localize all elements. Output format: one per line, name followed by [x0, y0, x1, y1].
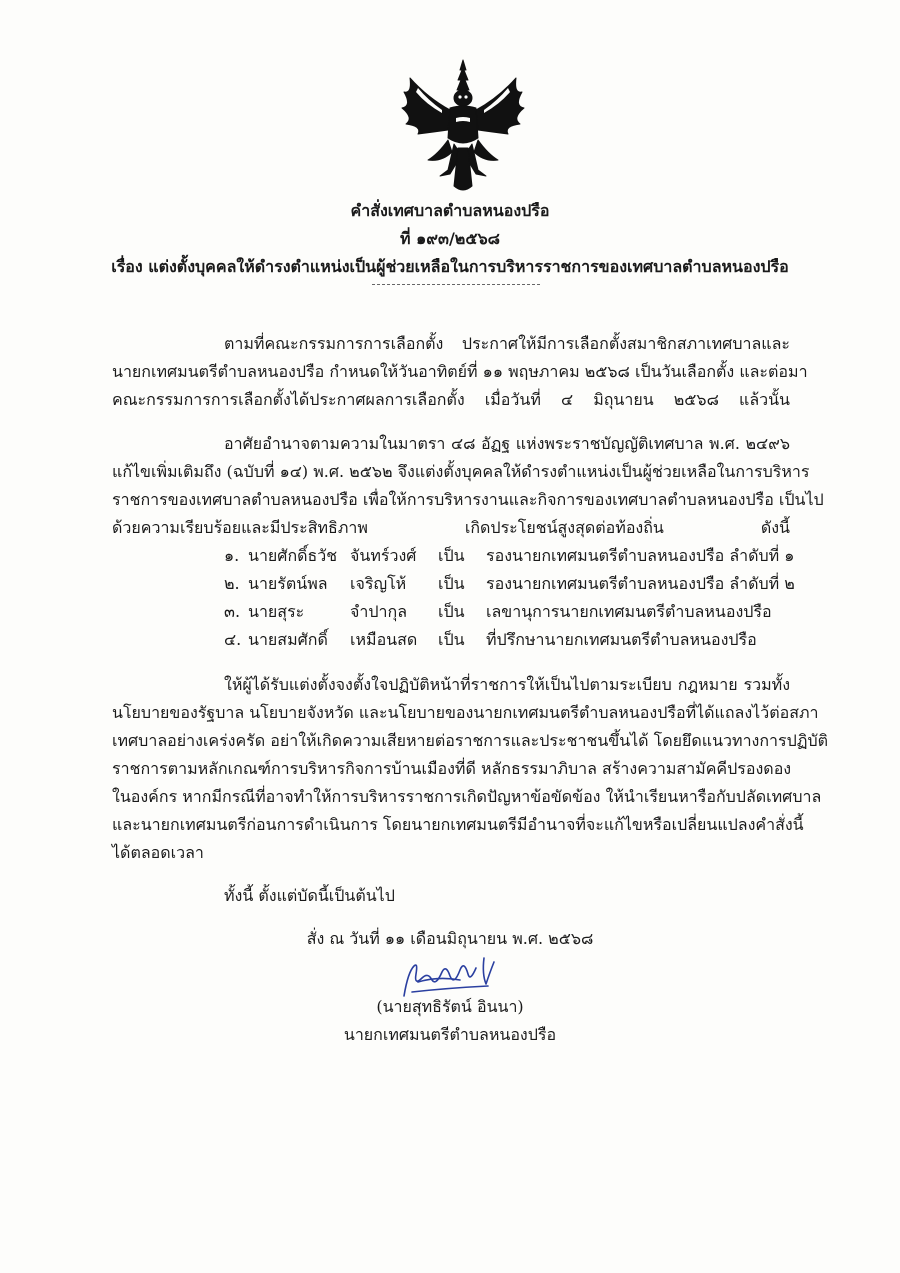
- appointee-last-name: จำปากุล: [350, 602, 407, 621]
- handwritten-signature-icon: [398, 952, 502, 1000]
- appointment-as: เป็น: [438, 546, 465, 565]
- appointment-as: เป็น: [438, 602, 465, 621]
- appointment-position: รองนายกเทศมนตรีตำบลหนองปรือ ลำดับที่ ๑: [486, 546, 795, 565]
- appointment-position: เลขานุการนายกเทศมนตรีตำบลหนองปรือ: [486, 602, 772, 621]
- paragraph-3-line: และนายกเทศมนตรีก่อนการดำเนินการ โดยนายกเทศมนตรีมีอำนาจที่จะแก้ไขหรือเปลี่ยนแปลงคำสั่งนี้: [112, 815, 804, 834]
- paragraph-1-line: นายกเทศมนตรีตำบลหนองปรือ กำหนดให้วันอาทิตย์ที่ ๑๑ พฤษภาคม ๒๕๖๘ เป็นวันเลือกตั้ง และต่อมา: [112, 362, 808, 381]
- paragraph-3-line: ราชการตามหลักเกณฑ์การบริหารกิจการบ้านเมืองที่ดี หลักธรรมาภิบาล สร้างความสามัคคีปรองดอง: [112, 759, 792, 778]
- appointment-position: ที่ปรึกษานายกเทศมนตรีตำบลหนองปรือ: [486, 630, 757, 649]
- paragraph-2-line: อาศัยอำนาจตามความในมาตรา ๔๘ อัฏฐ แห่งพระราชบัญญัติเทศบาล พ.ศ. ๒๔๙๖: [224, 434, 790, 453]
- appointee-last-name: จันทร์วงศ์: [350, 546, 417, 565]
- order-subject: เรื่อง แต่งตั้งบุคคลให้ดำรงตำแหน่งเป็นผู้ช่วยเหลือในการบริหารราชการของเทศบาลตำบลหนองปรือ: [111, 257, 789, 276]
- paragraph-1-line: ตามที่คณะกรรมการการเลือกตั้ง ประกาศให้มีการเลือกตั้งสมาชิกสภาเทศบาลและ: [224, 334, 790, 353]
- appointee-last-name: เหมือนสด: [350, 630, 418, 649]
- appointment-number: ๑.: [224, 546, 240, 565]
- appointee-first-name: นายสุระ: [248, 602, 305, 621]
- garuda-emblem-icon: [398, 58, 528, 196]
- order-title: คำสั่งเทศบาลตำบลหนองปรือ: [350, 201, 550, 220]
- paragraph-2-line: ราชการของเทศบาลตำบลหนองปรือ เพื่อให้การบริหารงานและกิจการของเทศบาลตำบลหนองปรือ เป็นไป: [112, 490, 824, 509]
- appointee-last-name: เจริญโห้: [350, 574, 407, 593]
- appointee-first-name: นายศักดิ์ธวัช: [248, 546, 338, 565]
- appointment-number: ๓.: [224, 602, 241, 621]
- appointment-as: เป็น: [438, 574, 465, 593]
- appointee-first-name: นายรัตน์พล: [248, 574, 328, 593]
- appointee-first-name: นายสมศักดิ์: [248, 630, 328, 649]
- order-number: ที่ ๑๙๓/๒๕๖๘: [400, 229, 500, 248]
- paragraph-1-line: คณะกรรมการการเลือกตั้งได้ประกาศผลการเลือกตั้ง เมื่อวันที่ ๔ มิถุนายน ๒๕๖๘ แล้วนั้น: [112, 390, 790, 409]
- appointment-as: เป็น: [438, 630, 465, 649]
- paragraph-2-line: ด้วยความเรียบร้อยและมีประสิทธิภาพ เกิดประโยชน์สูงสุดต่อท้องถิ่น ดังนี้: [112, 518, 790, 537]
- effective-statement: ทั้งนี้ ตั้งแต่บัดนี้เป็นต้นไป: [224, 886, 395, 905]
- paragraph-3-line: ได้ตลอดเวลา: [112, 843, 204, 862]
- signatory-title: นายกเทศมนตรีตำบลหนองปรือ: [343, 1025, 557, 1044]
- appointment-number: ๒.: [224, 574, 240, 593]
- order-date: สั่ง ณ วันที่ ๑๑ เดือนมิถุนายน พ.ศ. ๒๕๖๘: [306, 929, 594, 948]
- paragraph-3-line: ในองค์กร หากมีกรณีที่อาจทำให้การบริหารราชการเกิดปัญหาข้อขัดข้อง ให้นำเรียนหารือกับปลัดเทศบาล: [112, 787, 822, 806]
- paragraph-3-line: ให้ผู้ได้รับแต่งตั้งจงตั้งใจปฏิบัติหน้าที่ราชการให้เป็นไปตามระเบียบ กฎหมาย รวมทั้ง: [224, 675, 790, 694]
- appointment-number: ๔.: [224, 630, 242, 649]
- paragraph-2-line: แก้ไขเพิ่มเติมถึง (ฉบับที่ ๑๔) พ.ศ. ๒๕๖๒ จึงแต่งตั้งบุคคลให้ดำรงตำแหน่งเป็นผู้ช่วยเหลือในการบริหาร: [112, 462, 810, 481]
- paragraph-3-line: นโยบายของรัฐบาล นโยบายจังหวัด และนโยบายของนายกเทศมนตรีตำบลหนองปรือที่ได้แถลงไว้ต่อสภา: [112, 703, 819, 722]
- signatory-name: (นายสุทธิรัตน์ อินนา): [376, 997, 524, 1016]
- appointment-position: รองนายกเทศมนตรีตำบลหนองปรือ ลำดับที่ ๒: [486, 574, 795, 593]
- paragraph-3-line: เทศบาลอย่างเคร่งครัด อย่าให้เกิดความเสียหายต่อราชการและประชาชนขึ้นได้ โดยยึดแนวทางการปฏิบัติ: [112, 731, 829, 750]
- header-divider: [372, 284, 540, 285]
